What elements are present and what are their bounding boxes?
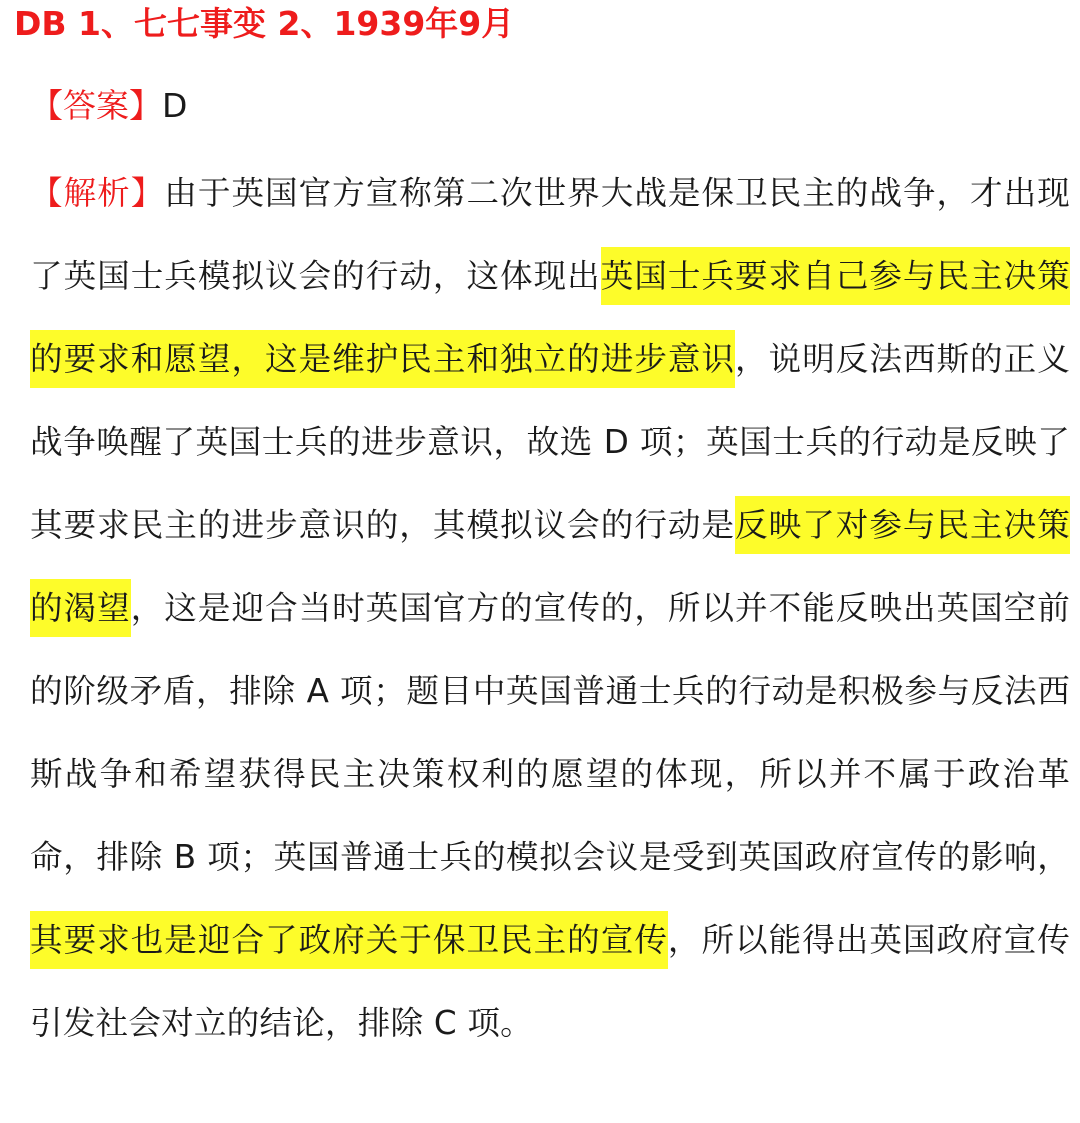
- answer-key-header: DB 1、七七事变 2、1939年9月: [14, 4, 515, 43]
- highlighted-text-1: 英国士兵要求自己参与民主决策的要求和愿望，这是维护民主和独立的进步意识: [30, 247, 1070, 388]
- analysis-text-1: 由于英国官方宣称第二次世界大战是保卫民主的战争，才出现了英国士兵模拟议会的行动，这体现出: [30, 174, 1070, 295]
- analysis-text-2: ，说明反法西斯的正义战争唤醒了英国士兵的进步意识，故选 D 项；英国士兵的行动是反映了其要求民主的进步意识的，其模拟议会的行动是: [30, 340, 1070, 544]
- highlighted-text-2: 反映了对参与民主决策的渴望: [30, 496, 1070, 637]
- answer-tag: 【答案】: [30, 86, 162, 125]
- analysis-text-4: ，所以能得出英国政府宣传引发社会对立的结论，排除 C 项。: [30, 921, 1070, 1042]
- answer-line: [30, 84, 187, 128]
- analysis-text-3: ，这是迎合当时英国官方的宣传的，所以并不能反映出英国空前的阶级矛盾，排除 A 项；题目中英国普通士兵的行动是积极参与反法西斯战争和希望获得民主决策权利的愿望的体现，所以并不属于政治革命，排除 B 项；英国普通士兵的模拟会议是受到英国政府宣传的影响，: [30, 589, 1070, 876]
- highlighted-text-3: 其要求也是迎合了政府关于保卫民主的宣传: [30, 911, 668, 969]
- answer-value: D: [162, 86, 188, 125]
- analysis-paragraph: [30, 152, 1070, 1065]
- analysis-tag: 【解析】: [30, 174, 165, 212]
